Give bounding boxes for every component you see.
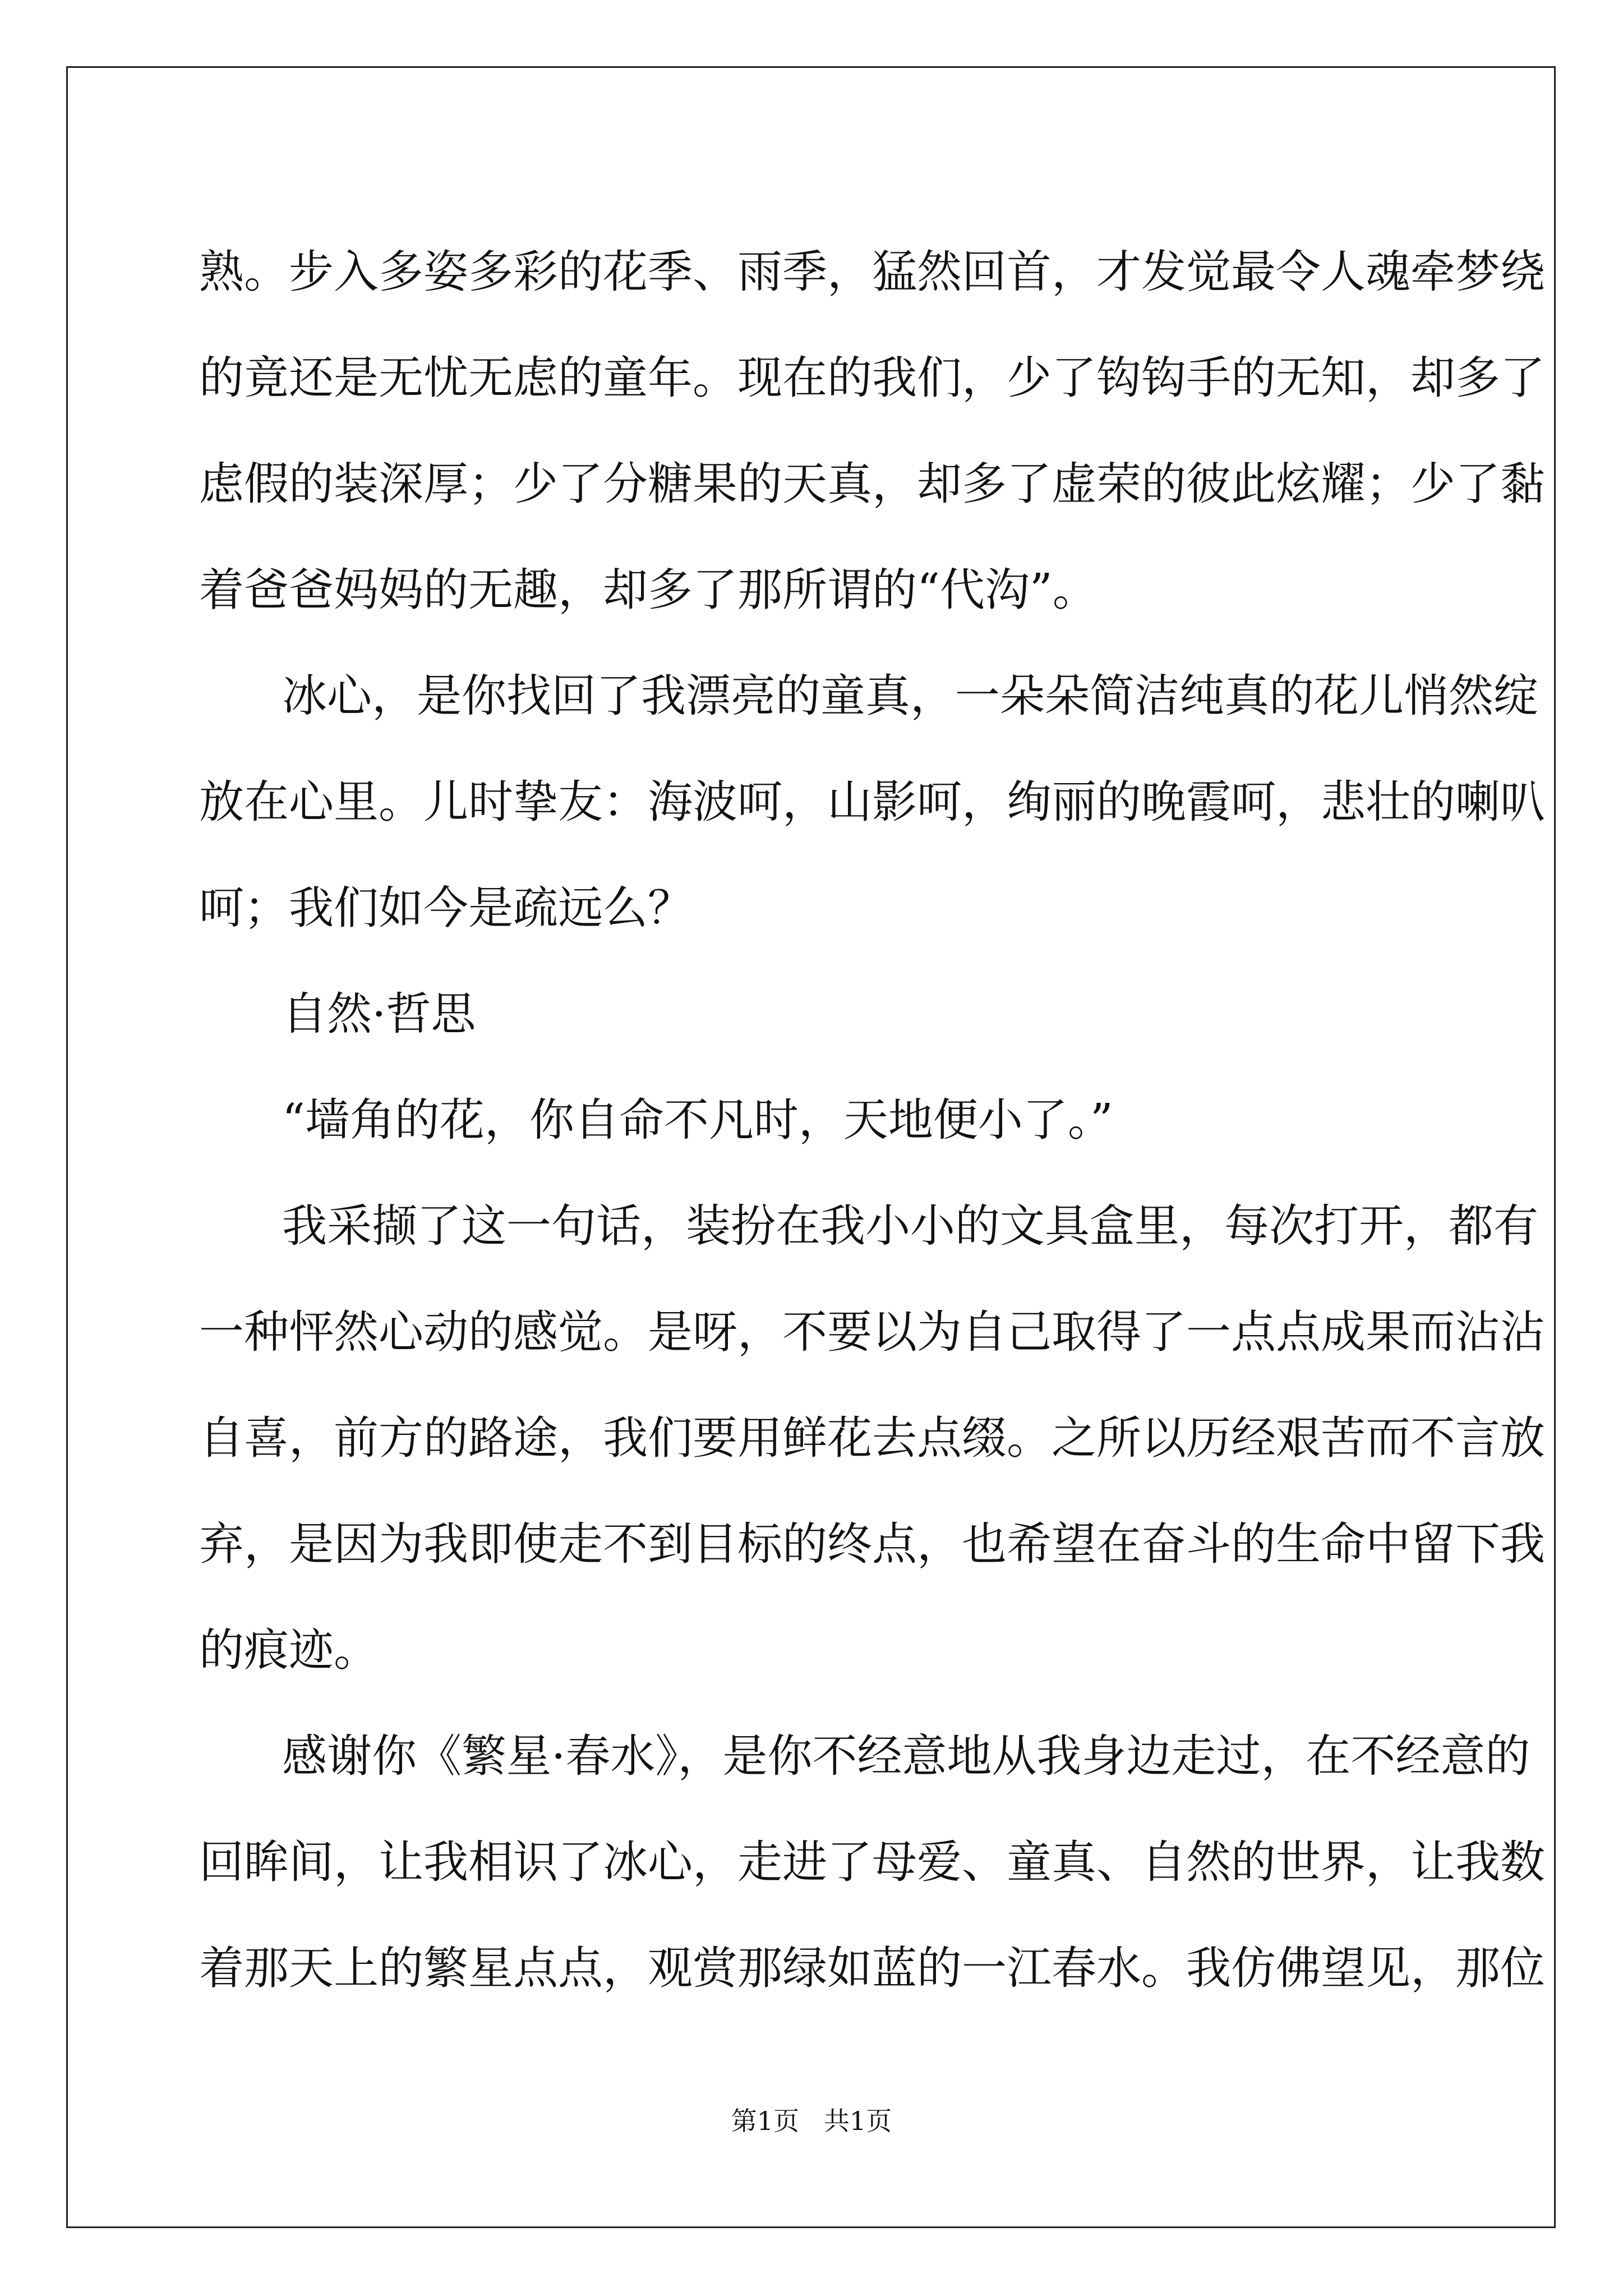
text-line: 熟。步入多姿多彩的花季、雨季，猛然回首，才发觉最令人魂牵梦绕 [199,246,1545,298]
text-line: 放在心里。儿时挚友：海波呵，山影呵，绚丽的晚霞呵，悲壮的喇叭 [199,776,1545,828]
text-line: 一种怦然心动的感觉。是呀，不要以为自己取得了一点点成果而沾沾 [199,1306,1545,1358]
page-footer: 第1页 共1页 [731,2106,892,2136]
section-heading: 自然·哲思 [282,988,476,1040]
text-line: 感谢你《繁星·春水》，是你不经意地从我身边走过，在不经意的 [282,1730,1530,1782]
text-line: 呵；我们如今是疏远么？ [199,882,693,934]
text-line: 着爸爸妈妈的无趣，却多了那所谓的“代沟”。 [199,564,1098,616]
text-line: 虑假的装深厚；少了分糖果的天真，却多了虚荣的彼此炫耀；少了黏 [199,458,1545,510]
text-line: 我采撷了这一句话，装扮在我小小的文具盒里，每次打开，都有 [282,1200,1538,1252]
text-line: 自喜，前方的路途，我们要用鲜花去点缀。之所以历经艰苦而不言放 [199,1412,1545,1464]
quote-line: “墙角的花，你自命不凡时，天地便小了。” [282,1094,1113,1146]
document-body [199,219,1545,2021]
text-line: 着那天上的繁星点点，观赏那绿如蓝的一江春水。我仿佛望见，那位 [199,1942,1545,1994]
text-line: 冰心，是你找回了我漂亮的童真，一朵朵简洁纯真的花儿悄然绽 [282,670,1538,722]
text-line: 的痕迹。 [199,1624,379,1676]
text-line: 的竟还是无忧无虑的童年。现在的我们，少了钩钩手的无知，却多了 [199,352,1545,404]
text-line: 弃，是因为我即使走不到目标的终点，也希望在奋斗的生命中留下我 [199,1518,1545,1570]
text-line: 回眸间，让我相识了冰心，走进了母爱、童真、自然的世界，让我数 [199,1836,1545,1888]
